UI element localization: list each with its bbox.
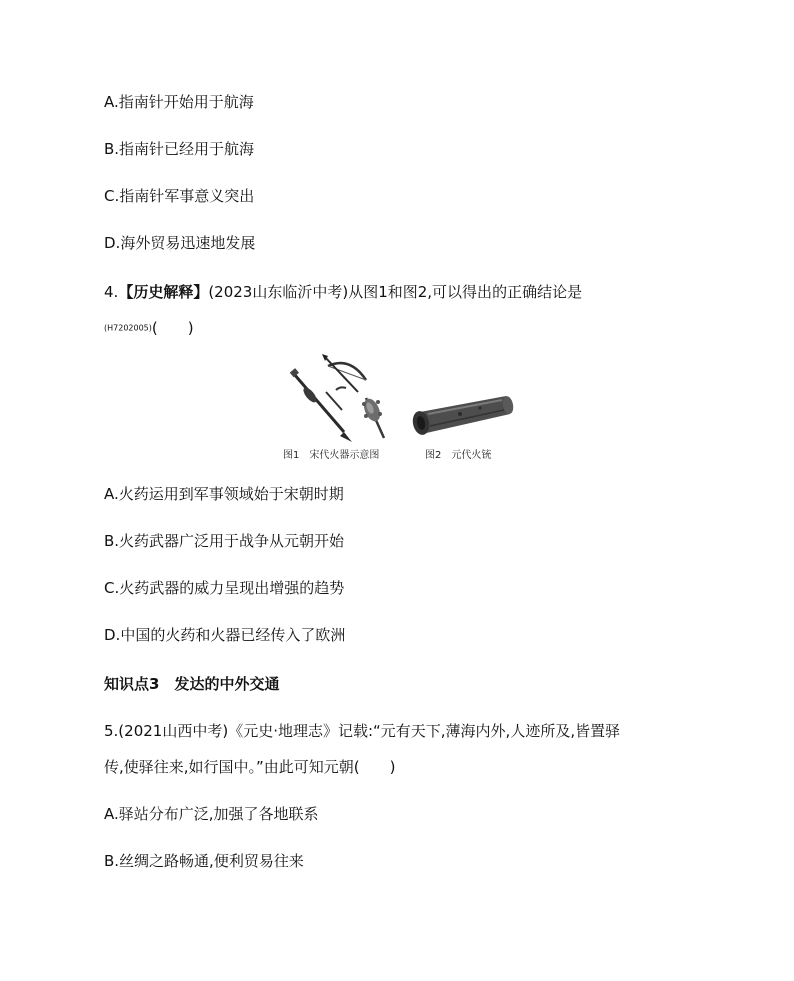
song-firearms-illustration	[280, 352, 530, 448]
yuan-cannon-image	[411, 395, 515, 436]
fire-arrow-bow-image	[322, 354, 366, 410]
figure-2-caption: 图2 元代火铳	[425, 450, 492, 461]
q3-option-c: C.指南针军事意义突出	[104, 187, 255, 205]
q4-option-d: D.中国的火药和火器已经传入了欧洲	[104, 626, 346, 644]
q4-number: 4.	[104, 283, 119, 301]
q5-option-b: B.丝绸之路畅通,便利贸易往来	[104, 852, 304, 870]
figure-1-caption: 图1 宋代火器示意图	[283, 450, 380, 461]
q4-stem	[104, 282, 582, 302]
q4-stem-text: (2023山东临沂中考)从图1和图2,可以得出的正确结论是	[208, 283, 583, 301]
q4-reference	[104, 318, 194, 339]
q4-option-a: A.火药运用到军事领域始于宋朝时期	[104, 485, 344, 503]
q3-option-d: D.海外贸易迅速地发展	[104, 234, 256, 252]
fire-lance-image	[290, 368, 352, 442]
q4-code: (H7202005)	[104, 323, 152, 333]
q4-blank: ( )	[151, 319, 194, 337]
q3-option-a: A.指南针开始用于航海	[104, 93, 254, 111]
q4-option-b: B.火药武器广泛用于战争从元朝开始	[104, 532, 345, 550]
q5-option-a: A.驿站分布广泛,加强了各地联系	[104, 805, 319, 823]
section-title: 知识点3 发达的中外交通	[104, 675, 280, 693]
fire-bundle-image	[361, 396, 384, 438]
q5-stem-line-1: 5.(2021山西中考)《元史·地理志》记载:“元有天下,薄海内外,人迹所及,皆置驿	[104, 722, 621, 740]
q4-tag: 【历史解释】	[118, 283, 209, 301]
q5-stem-line-2: 传,使驿往来,如行国中。”由此可知元朝( )	[104, 758, 396, 776]
q3-option-b: B.指南针已经用于航海	[104, 140, 255, 158]
q4-option-c: C.火药武器的威力呈现出增强的趋势	[104, 579, 345, 597]
q4-figure	[280, 352, 530, 464]
